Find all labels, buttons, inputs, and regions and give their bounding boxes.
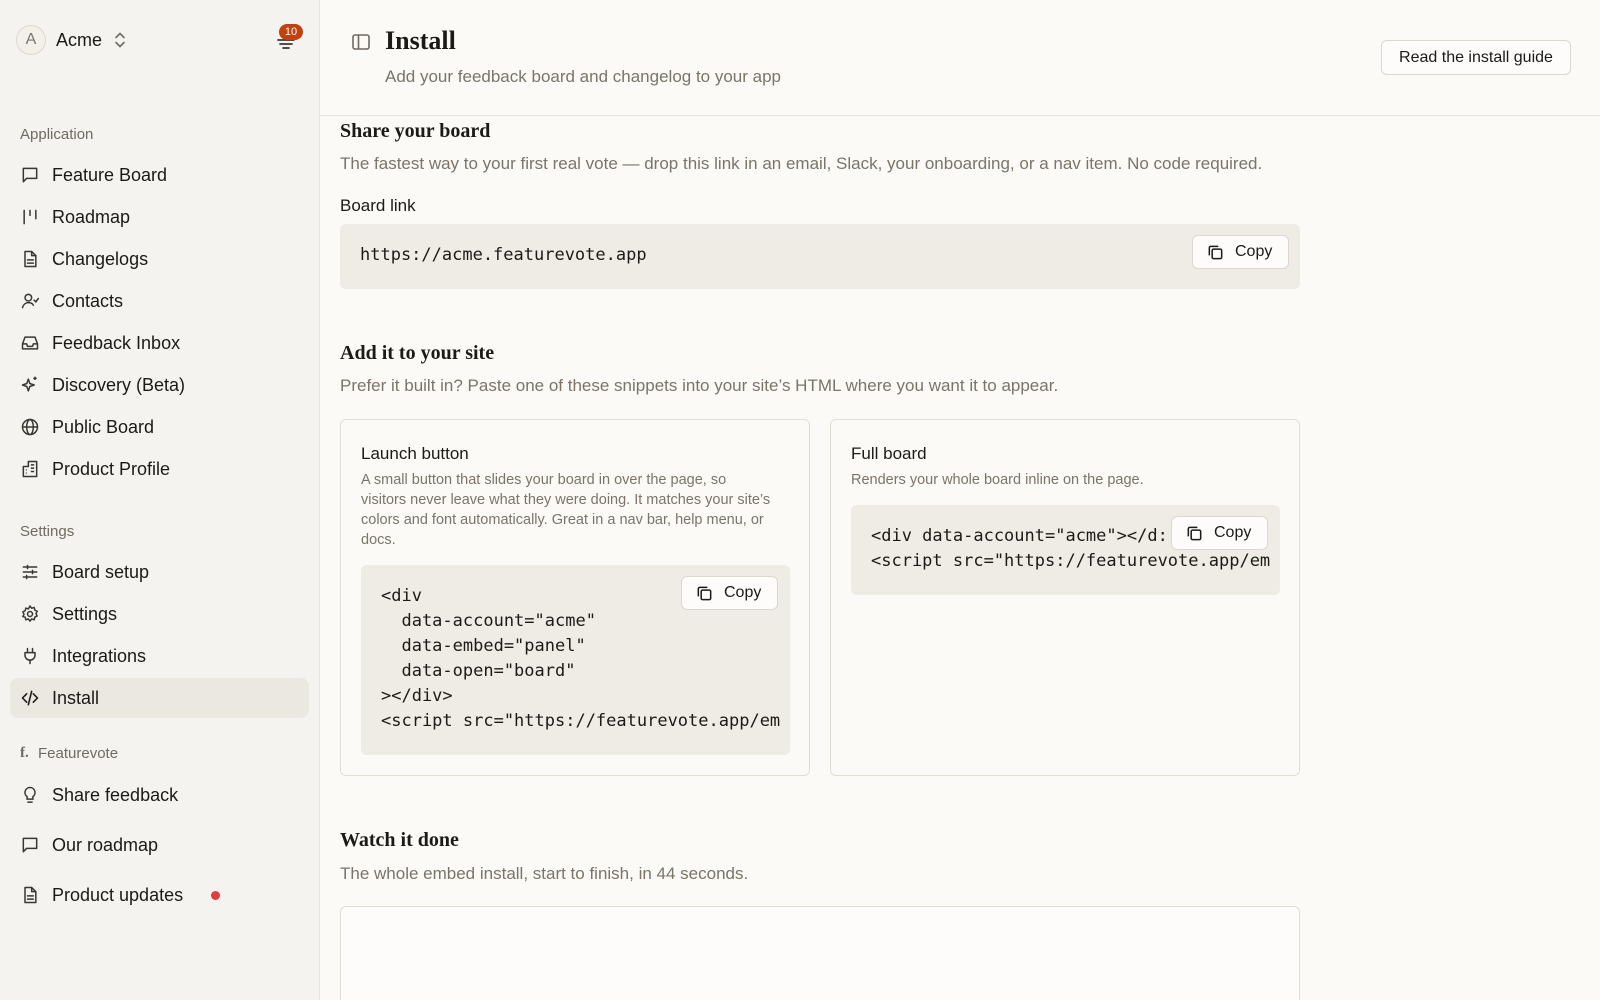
sparkles-icon xyxy=(20,375,40,395)
sidebar-item-our-roadmap[interactable] xyxy=(10,825,309,865)
code-line: ></div> xyxy=(381,686,453,706)
code-line: <div data-account="acme"></d: xyxy=(871,526,1168,546)
sidebar-item-discovery[interactable] xyxy=(10,365,309,405)
building-icon xyxy=(20,459,40,479)
sidebar-item-integrations[interactable] xyxy=(10,636,309,676)
embed-description: Prefer it built in? Paste one of these snippets into your site’s HTML where you want it to appear. xyxy=(340,376,1059,395)
plug-icon xyxy=(20,646,40,666)
sidebar-item-feature-board[interactable] xyxy=(10,155,309,195)
message-square-icon xyxy=(20,165,40,185)
page-title: Install xyxy=(385,26,456,55)
board-link-box xyxy=(340,224,1300,289)
sidebar-item-label: Feedback Inbox xyxy=(52,332,181,353)
sidebar-item-label: Share feedback xyxy=(52,784,179,805)
code-line: <div xyxy=(381,586,422,606)
full-board-card xyxy=(830,419,1300,776)
install-guide-button[interactable]: Read the install guide xyxy=(1381,40,1571,75)
settings-heading: Settings xyxy=(20,523,75,540)
sliders-icon xyxy=(20,562,40,582)
workspace-avatar: A xyxy=(16,25,46,55)
featurevote-logo: f. xyxy=(20,745,29,761)
sidebar-item-label: Public Board xyxy=(52,416,155,437)
user-icon xyxy=(20,291,40,311)
featurevote-heading: Featurevote xyxy=(38,745,119,762)
message-square-icon xyxy=(20,835,40,855)
sidebar-item-product-profile[interactable] xyxy=(10,449,309,489)
sidebar xyxy=(0,0,320,1000)
workspace-switcher[interactable] xyxy=(16,24,128,56)
sidebar-item-label: Integrations xyxy=(52,645,147,666)
sidebar-item-label: Our roadmap xyxy=(52,834,159,855)
sidebar-item-contacts[interactable] xyxy=(10,281,309,321)
code-line: data-embed="panel" xyxy=(381,636,586,656)
sidebar-item-label: Product updates xyxy=(52,884,184,905)
application-heading: Application xyxy=(20,126,94,143)
board-link-value[interactable]: https://acme.featurevote.app xyxy=(360,245,647,265)
notification-badge: 10 xyxy=(279,24,303,40)
sidebar-item-label: Settings xyxy=(52,603,118,624)
gear-icon xyxy=(20,604,40,624)
launch-button-code xyxy=(361,565,790,755)
copy-full-board-button[interactable] xyxy=(1171,516,1268,550)
file-text-icon xyxy=(20,249,40,269)
sidebar-item-label: Install xyxy=(52,687,100,708)
launch-button-card xyxy=(340,419,810,776)
file-text-icon xyxy=(20,885,40,905)
code-line: <script src="https://featurevote.app/em xyxy=(381,711,781,731)
full-board-code xyxy=(851,505,1280,595)
sidebar-item-changelogs[interactable] xyxy=(10,239,309,279)
code-line: data-open="board" xyxy=(381,661,576,681)
launch-button-title: Launch button xyxy=(361,444,469,463)
sidebar-item-settings[interactable] xyxy=(10,594,309,634)
sidebar-item-label: Discovery (Beta) xyxy=(52,374,186,395)
sidebar-item-install[interactable] xyxy=(10,678,309,718)
globe-icon xyxy=(20,417,40,437)
full-board-title: Full board xyxy=(851,444,927,463)
sidebar-toggle-icon[interactable] xyxy=(351,32,371,52)
sidebar-item-roadmap[interactable] xyxy=(10,197,309,237)
watch-description: The whole embed install, start to finish, in 44 seconds. xyxy=(340,864,749,883)
page-header xyxy=(320,0,1600,116)
sidebar-item-public-board[interactable] xyxy=(10,407,309,447)
copy-icon xyxy=(1206,243,1225,262)
share-heading: Share your board xyxy=(340,120,491,142)
code-line: data-account="acme" xyxy=(381,611,596,631)
page-subtitle: Add your feedback board and changelog to your app xyxy=(385,67,782,86)
video-player[interactable] xyxy=(340,906,1300,1000)
full-board-description: Renders your whole board inline on the page. xyxy=(851,472,1144,488)
code-icon xyxy=(20,688,40,708)
copy-link-button[interactable] xyxy=(1192,235,1289,269)
sidebar-item-product-updates[interactable] xyxy=(10,875,309,915)
sidebar-item-label: Feature Board xyxy=(52,164,168,185)
sidebar-item-label: Contacts xyxy=(52,290,124,311)
sidebar-item-label: Product Profile xyxy=(52,458,171,479)
watch-heading: Watch it done xyxy=(340,829,459,851)
sidebar-item-label: Changelogs xyxy=(52,248,149,269)
copy-icon xyxy=(695,584,714,603)
lightbulb-icon xyxy=(20,785,40,805)
copy-label: Copy xyxy=(1214,524,1252,541)
roadmap-icon xyxy=(20,207,40,227)
share-description: The fastest way to your first real vote — drop this link in an email, Slack, your onboarding, or a nav item. No code required. xyxy=(340,154,1263,173)
sidebar-item-board-setup[interactable] xyxy=(10,552,309,592)
copy-launch-button[interactable] xyxy=(681,576,778,610)
launch-button-description: A small button that slides your board in over the page, so visitors never leave what they were doing. It matches your site’s colors and font automatically. Great in a nav bar, help menu, or docs. xyxy=(361,472,771,548)
board-link-label: Board link xyxy=(340,196,416,215)
unread-dot xyxy=(211,891,220,900)
copy-label: Copy xyxy=(1235,243,1273,260)
sidebar-item-label: Board setup xyxy=(52,561,150,582)
code-line: <script src="https://featurevote.app/em xyxy=(871,551,1271,571)
sidebar-item-share-feedback[interactable] xyxy=(10,775,309,815)
copy-label: Copy xyxy=(724,584,762,601)
sidebar-item-label: Roadmap xyxy=(52,206,131,227)
sidebar-item-feedback-inbox[interactable] xyxy=(10,323,309,363)
workspace-name: Acme xyxy=(56,29,103,50)
inbox-icon xyxy=(20,333,40,353)
chevrons-up-down-icon xyxy=(112,31,128,49)
copy-icon xyxy=(1185,524,1204,543)
embed-heading: Add it to your site xyxy=(340,342,495,364)
